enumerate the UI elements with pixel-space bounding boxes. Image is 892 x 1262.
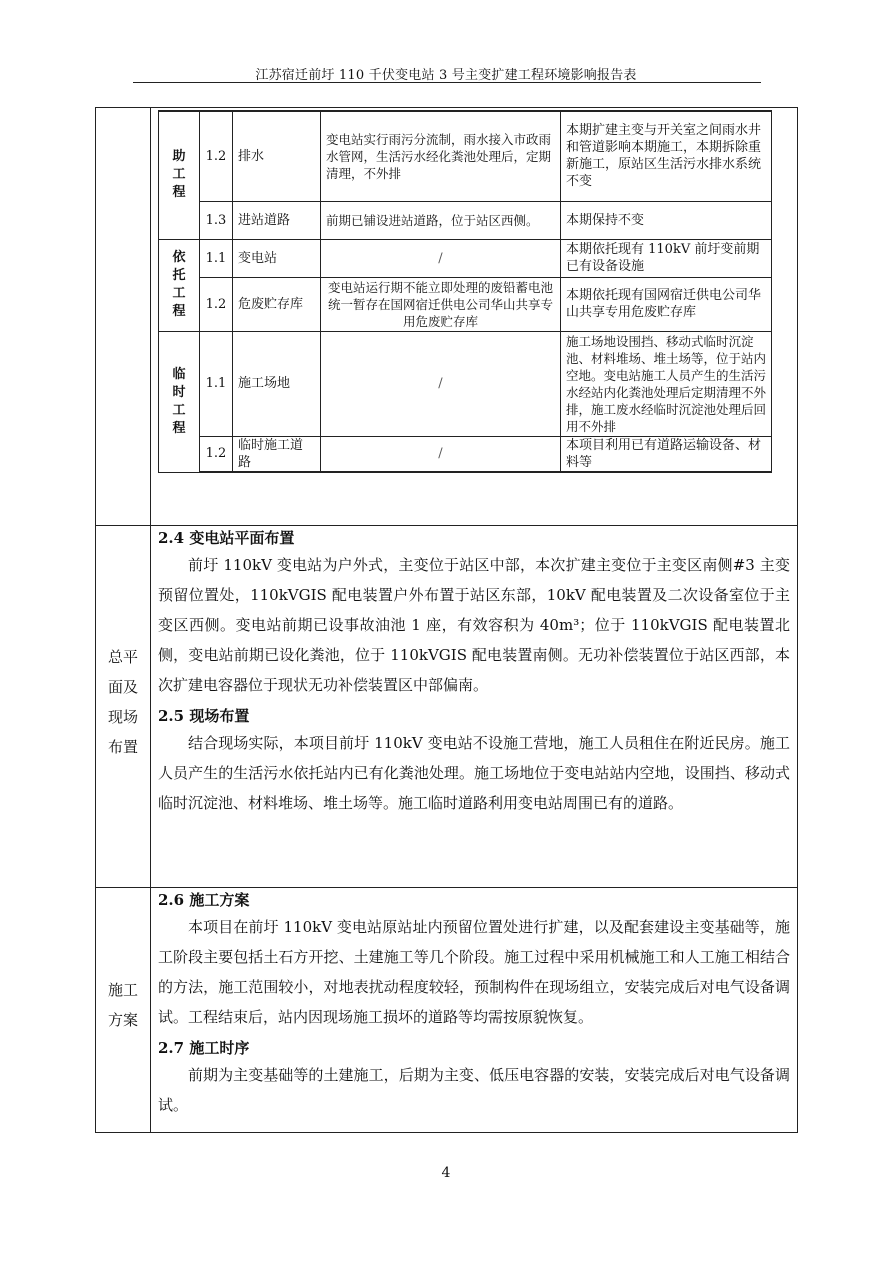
- section-paragraph-2-7: 前期为主变基础等的土建施工，后期为主变、低压电容器的安装，安装完成后对电气设备调试。: [158, 1066, 790, 1114]
- section-paragraph-2-4: 前圩 110kV 变电站为户外式，主变位于站区中部，本次扩建主变位于主变区南侧#3 主变预留位置处，110kVGIS 配电装置户外布置于站区东部，10kV 配电装置及二次设备室位于主变区西侧。变电站前期已设事故油池 1 座，有效容积为 40m³；位于 110kVGIS 配电装置北侧，变电站前期已设化粪池，位于 110kVGIS 配电装置南侧。无功补偿装置位于站区西部，本次扩建电容器位于现状无功补偿装置区中部偏南。: [158, 556, 790, 694]
- previous-status: /: [321, 436, 561, 472]
- item-name: 危废贮存库: [233, 277, 321, 331]
- layout-section-content: [158, 526, 790, 818]
- current-status: 本期依托现有国网宿迁供电公司华山共享专用危废贮存库: [561, 277, 772, 331]
- current-status: 本期保持不变: [561, 201, 772, 239]
- category-cell: 助工程: [159, 111, 200, 239]
- category-cell: 依托工程: [159, 239, 200, 331]
- header-rule: [133, 82, 761, 83]
- section-heading-2-7: 2.7 施工时序: [158, 1039, 250, 1057]
- previous-status: /: [321, 331, 561, 436]
- section-heading-2-4: 2.4 变电站平面布置: [158, 529, 295, 547]
- table-row: [159, 277, 772, 331]
- item-name: 临时施工道路: [233, 436, 321, 472]
- row-number: 1.1: [200, 239, 233, 277]
- table-row: [159, 331, 772, 436]
- section-heading-2-5: 2.5 现场布置: [158, 707, 250, 725]
- row-number: 1.1: [200, 331, 233, 436]
- document-header-title: 江苏宿迁前圩 110 千伏变电站 3 号主变扩建工程环境影响报告表: [255, 68, 637, 83]
- item-name: 排水: [233, 111, 321, 201]
- project-composition-table: [158, 110, 772, 473]
- previous-status: /: [321, 239, 561, 277]
- item-name: 变电站: [233, 239, 321, 277]
- section-paragraph-2-6: 本项目在前圩 110kV 变电站原站址内预留位置处进行扩建，以及配套建设主变基础等，施工阶段主要包括土石方开挖、土建施工等几个阶段。施工过程中采用机械施工和人工施工相结合的方法，施工范围较小，对地表扰动程度较轻，预制构件在现场组立，安装完成后对电气设备调试。工程结束后，站内因现场施工损坏的道路等均需按原貌恢复。: [158, 918, 790, 1026]
- previous-status: 前期已铺设进站道路，位于站区西侧。: [321, 201, 561, 239]
- current-status: 本项目利用已有道路运输设备、材料等: [561, 436, 772, 472]
- item-name: 进站道路: [233, 201, 321, 239]
- table-row: [159, 239, 772, 277]
- label-column-divider: [150, 107, 151, 1133]
- page-number: 4: [441, 1165, 451, 1181]
- section-label-construction: 施工 方案: [107, 981, 138, 1029]
- row-number: 1.3: [200, 201, 233, 239]
- section-heading-2-6: 2.6 施工方案: [158, 891, 250, 909]
- row-number: 1.2: [200, 277, 233, 331]
- table-row: [159, 436, 772, 472]
- section-label-layout: 总平 面及 现场 布置: [107, 648, 138, 756]
- row-number: 1.2: [200, 111, 233, 201]
- item-name: 施工场地: [233, 331, 321, 436]
- current-status: 本期依托现有 110kV 前圩变前期已有设备设施: [561, 239, 772, 277]
- table-row: [159, 201, 772, 239]
- row-number: 1.2: [200, 436, 233, 472]
- section-paragraph-2-5: 结合现场实际，本项目前圩 110kV 变电站不设施工营地，施工人员租住在附近民房。施工人员产生的生活污水依托站内已有化粪池处理。施工场地位于变电站站内空地，设围挡、移动式临时沉淀池、材料堆场、堆土场等。施工临时道路利用变电站周围已有的道路。: [158, 734, 790, 812]
- category-cell: 临时工程: [159, 331, 200, 472]
- table-row: [159, 111, 772, 201]
- previous-status: 变电站运行期不能立即处理的废铅蓄电池统一暂存在国网宿迁供电公司华山共享专用危废贮存库: [321, 277, 561, 331]
- previous-status: 变电站实行雨污分流制，雨水接入市政雨水管网，生活污水经化粪池处理后，定期清理，不外排: [321, 111, 561, 201]
- construction-section-content: [158, 888, 790, 1120]
- current-status: 本期扩建主变与开关室之间雨水井和管道影响本期施工，本期拆除重新施工，原站区生活污水排水系统不变: [561, 111, 772, 201]
- current-status: 施工场地设围挡、移动式临时沉淀池、材料堆场、堆土场等，位于站内空地。变电站施工人员产生的生活污水经站内化粪池处理后定期清理不外排，施工废水经临时沉淀池处理后回用不外排: [561, 331, 772, 436]
